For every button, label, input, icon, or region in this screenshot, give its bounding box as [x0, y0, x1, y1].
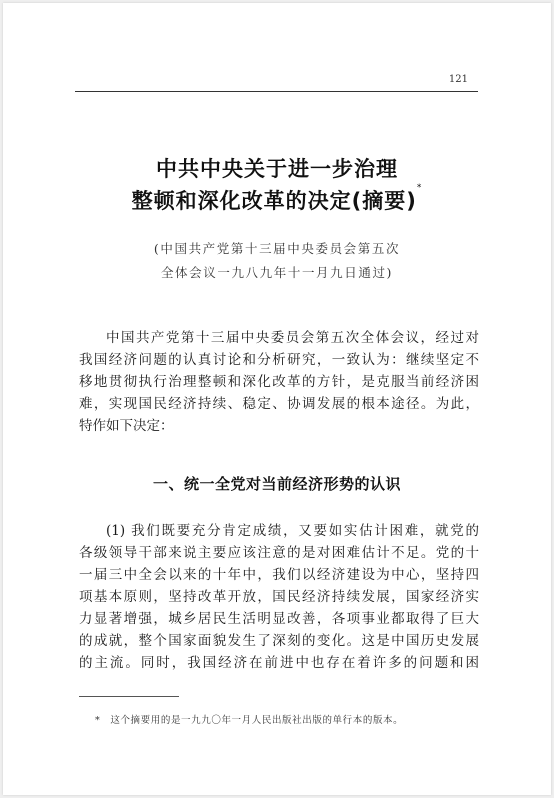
paragraph-line: 中国共产党第十三届中央委员会第五次全体会议，经过对 [106, 330, 479, 346]
footnote [95, 712, 403, 726]
document-page [3, 3, 551, 795]
paragraph-line: 项基本原则，坚持改革开放，国民经济持续发展，国家经济实 [79, 589, 479, 605]
paragraph-line: 各级领导干部来说主要应该注意的是对困难估计不足。党的十 [79, 545, 479, 561]
paragraph-line: 一届三中全会以来的十年中，我们以经济建设为中心，坚持四 [79, 567, 479, 583]
header-rule [75, 91, 478, 92]
footnote-marker: * [95, 715, 101, 726]
section-paragraph [79, 520, 479, 674]
paragraph-line: 的主流。同时，我国经济在前进中也存在着许多的问题和困 [79, 655, 479, 671]
section-heading: 一、统一全党对当前经济形势的认识 [152, 475, 401, 493]
title-line-2 [3, 185, 551, 215]
footnote-rule [79, 696, 179, 697]
title-line-1: 中共中央关于进一步治理 [156, 157, 398, 181]
page-number: 121 [448, 74, 468, 85]
subtitle-line-2: 全体会议一九八九年十一月九日通过) [160, 265, 394, 280]
title-line-2-text: 整顿和深化改革的决定(摘要) [131, 189, 417, 213]
paragraph-line: (1) 我们既要充分肯定成绩，又要如实估计困难，就党的 [106, 523, 479, 539]
paragraph-line: 移地贯彻执行治理整顿和深化改革的方针，是克服当前经济困 [79, 374, 479, 390]
paragraph-line: 的成就，整个国家面貌发生了深刻的变化。这是中国历史发展 [79, 633, 479, 649]
intro-paragraph [79, 327, 479, 437]
title-footnote-marker: * [416, 183, 423, 193]
paragraph-line: 力显著增强，城乡居民生活明显改善，各项事业都取得了巨大 [79, 611, 479, 627]
footnote-text: 这个摘要用的是一九九〇年一月人民出版社出版的单行本的版本。 [110, 715, 404, 726]
subtitle-line-1: (中国共产党第十三届中央委员会第五次 [153, 241, 401, 256]
paragraph-line: 特作如下决定： [79, 418, 174, 434]
paragraph-line: 难，实现国民经济持续、稳定、协调发展的根本途径。为此， [79, 396, 479, 412]
paragraph-line: 我国经济问题的认真讨论和分析研究，一致认为：继续坚定不 [79, 352, 479, 368]
